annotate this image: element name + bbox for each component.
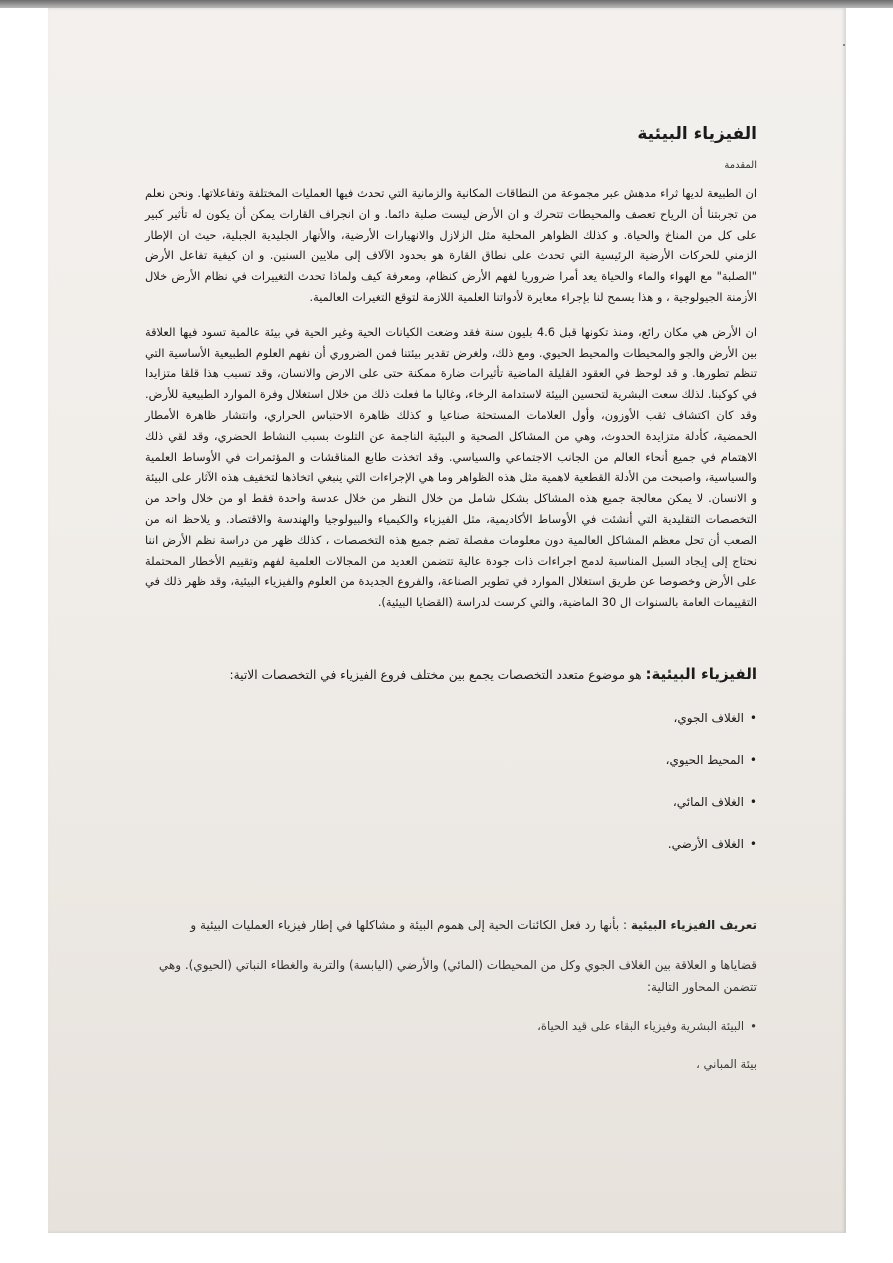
scan-left-margin [0, 8, 48, 1263]
list-item: • الغلاف المائي، [145, 792, 757, 812]
scan-bottom-margin [0, 1233, 893, 1263]
intro-paragraph-2: ان الأرض هي مكان رائع، ومنذ تكونها قبل 4.6 بليون سنة فقد وضعت الكيانات الحية وغير الحية في بيئة عالمية تسود فيها العلاقة بين الأرض والجو والمحيطات والمحيط الحيوي. ومع ذلك، ولغرض تقدير بيئتنا فمن الضروري أن نفهم العلوم الطبيعية الأساسية التي تنظم تطورها. و قد لوحظ في العقود القليلة الماضية تأثيرات ضارة ممكنة حتى على الارض والانسان، وقد تسبب هذا قلقا متزايدا في كوكبنا. لذلك سعت البشرية لتحسين البيئة لاستدامة الرخاء، وغالبا ما فعلت ذلك من خلال استغلال وفرة الموارد الطبيعية للأرض. وقد كان اكتشاف ثقب الأوزون، وأول العلامات المستحثة صناعيا و كذلك ظاهرة الاحتباس الحراري، وانتشار ظاهرة الأمطار الحمضية، كأدلة متزايدة الحدوث، وهي من المشاكل الصحية و البيئية الناجمة عن التلوث بسبب النشاط الحضري، وقد لقي ذلك الاهتمام في جميع أنحاء العالم من الجانب الاجتماعي والسياسي. وقد اتخذت طابع المناقشات و المؤتمرات في الأوساط العلمية والسياسية، واصبحت من الأدلة القطعية لاهمية مثل هذه الظواهر وما هي الإجراءات التي ينبغي اتخاذها لتخفيف هذه الآثار على البيئة و الانسان. لا يمكن معالجة جميع هذه المشاكل بشكل شامل من خلال النظر من خلال عدسة واحدة فقط او من خلال واحد من التخصصات التقليدية التي أنشئت في الأوساط الأكاديمية، مثل الفيزياء والكيمياء والبيولوجيا والهندسة والاقتصاد. و يلاحظ انه من الصعب أن تحل معظم المشاكل العالمية دون معلومات مفصلة تضم جميع هذه التخصصات ، كذلك ظهر من دراسة نظم الأرض اننا نحتاج إلى إيجاد السبل المناسبة لدمج اجراءات ذات جودة عالية تتضمن العديد من المجالات العلمية لفهم وتقييم الأخطار المحتملة على الأرض وخصوصا عن طريق استغلال الموارد في تطوير الصناعة، والفروع الجديدة من العلوم والفيزياء البيئية، وقد ظهر ذلك في التقييمات العامة بالسنوات ال 30 الماضية، والتي كرست لدراسة (القضايا البيئية). [145, 324, 758, 610]
axis-item-human-environment: • البيئة البشرية وفيزياء البقاء على قيد الحياة، [145, 1016, 757, 1036]
definition-lead: تعريف الفيزياء البيئية [630, 917, 757, 932]
definition-heading [145, 914, 757, 936]
section-heading-lead: الفيزياء البيئية: [645, 664, 757, 683]
list-item: • الغلاف الأرضي. [145, 834, 757, 854]
scan-right-margin [846, 8, 893, 1263]
axis-item-buildings: بيئة المباني ، [696, 1056, 757, 1071]
definition-text: : بأنها رد فعل الكائنات الحية إلى هموم البيئة و مشاكلها في إطار فيزياء العمليات البيئية و [190, 917, 631, 932]
page-title: الفيزياء البيئية [637, 124, 757, 144]
document-content [145, 112, 757, 1074]
list-item: • الغلاف الجوي، [145, 708, 757, 728]
intro-paragraph-1: ان الطبيعة لديها ثراء مدهش عبر مجموعة من النطاقات المكانية والزمانية التي تحدث فيها العمليات المختلفة وتفاعلاتها. ونحن نعلم من تجربتنا أن الرياح تعصف والمحيطات تتحرك و ان الأرض ليست صلبة دائما. و ان انجراف القارات يمكن أن يكون له تأثير كبير على كل من المناخ والحياة. و كذلك الظواهر المحلية مثل الزلازل والانهيارات الأرضية، والأنهار الجليدية الجبلية، حيث ان الإطار الزمني للحركات الأرضية الرئيسية التي تحدث على نطاق القارة هو بحدود الآلاف إلى ملايين السنين. و ان كيفية تفاعل الأرض "الصلبة" مع الهواء والماء والحياة يعد أمرا ضروريا لفهم الأرض كنظام، ومعرفة كيف ولماذا تحدث التغييرات في نظام الأرض خلال الأزمنة الجيولوجية ، و هذا يسمح لنا بإجراء معايرة لأدواتنا العلمية اللازمة لتوقع التغيرات العالمية. [145, 186, 757, 304]
section-heading-text: هو موضوع متعدد التخصصات يجمع بين مختلف فروع الفيزياء في التخصصات الاتية: [229, 667, 646, 682]
spheres-list [145, 708, 757, 854]
scan-speck [843, 44, 845, 46]
intro-subtitle: المقدمة [724, 160, 757, 171]
list-item: • المحيط الحيوي، [145, 750, 757, 770]
definition-continuation: قضاياها و العلاقة بين الغلاف الجوي وكل من المحيطات (المائي) والأرضي (اليابسة) والتربة والغطاء النباتي (الحيوي). وهي تتضمن المحاور التالية: [158, 957, 757, 994]
section-heading [145, 663, 757, 686]
scan-top-edge [0, 0, 893, 8]
